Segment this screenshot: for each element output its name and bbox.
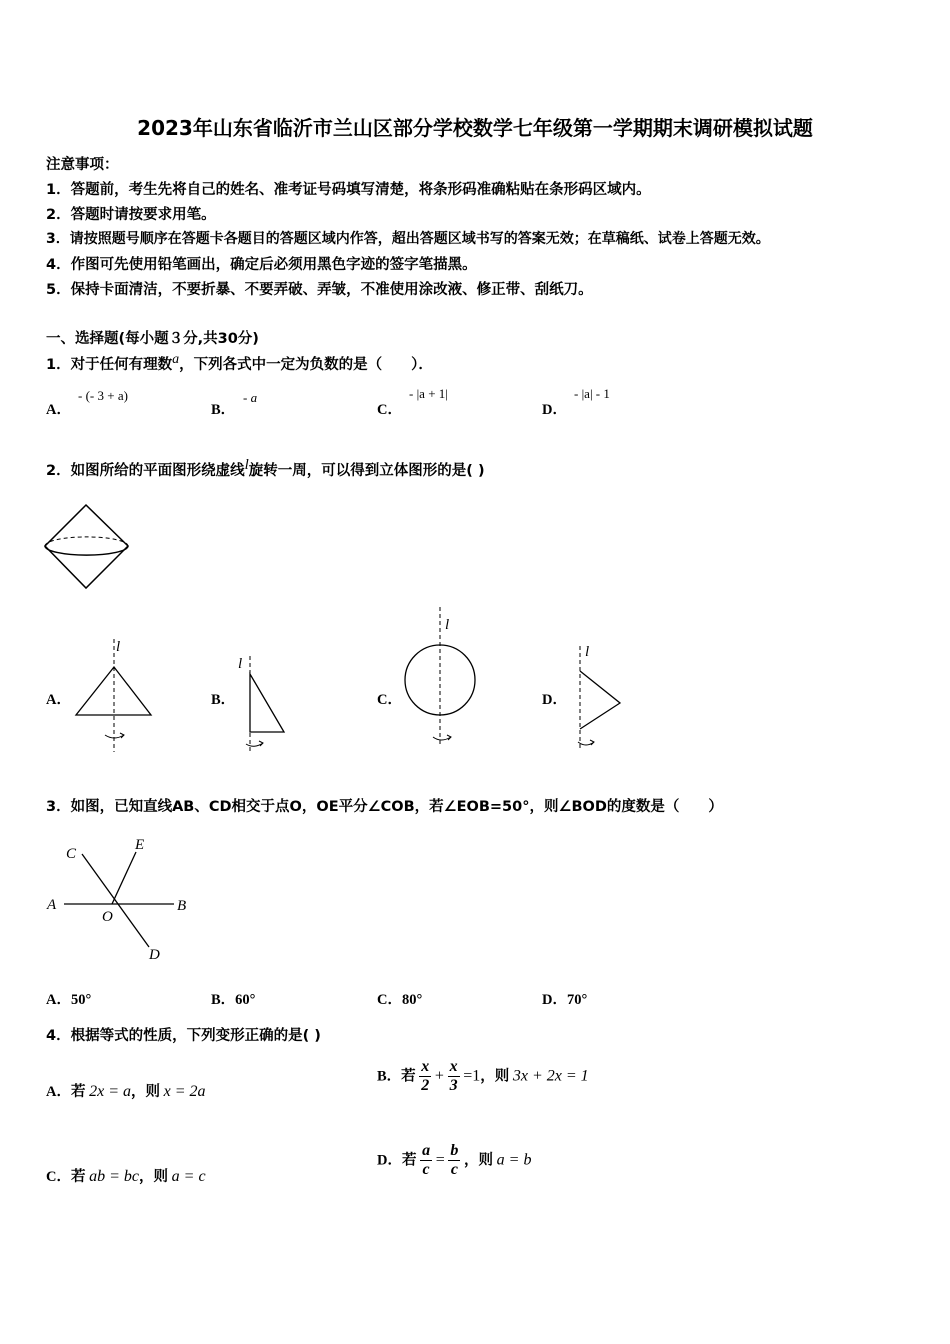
point-label-d: D — [149, 947, 160, 963]
point-label-a: A — [47, 897, 57, 913]
q1-var: a — [172, 352, 180, 367]
option-math: ab = bc — [89, 1168, 140, 1185]
option-math: a = c — [171, 1168, 206, 1185]
notice-item: 4．作图可先使用铅笔画出，确定后必须用黑色字迹的签字笔描黑。 — [46, 257, 477, 273]
q2-option-c-figure — [400, 605, 485, 750]
page-title: 2023年山东省临沂市兰山区部分学校数学七年级第一学期期末调研模拟试题 — [137, 116, 813, 140]
q3-option-d[interactable] — [542, 988, 587, 1009]
notice-item: 5．保持卡面清洁，不要折暴、不要弄破、弄皱，不准使用涂改液、修正带、刮纸刀。 — [46, 282, 593, 298]
option-math: 3x + 2x = 1 — [512, 1067, 589, 1085]
option-text: 若 — [401, 1068, 416, 1085]
option-math: x = 2a — [163, 1083, 206, 1100]
option-math: + — [434, 1067, 444, 1085]
q4-option-a[interactable] — [46, 1080, 206, 1101]
option-math: 2x = a — [89, 1083, 132, 1100]
axis-label-l: l — [445, 617, 450, 633]
option-math: = — [435, 1151, 445, 1169]
fraction: $\frac{x}{2}$ — [421, 1058, 430, 1094]
q1-stem-end: ，下列各式中一定为负数的是（ ）． — [179, 356, 433, 373]
option-value: 60° — [235, 992, 256, 1008]
fraction: $\frac{b}{c}$ — [450, 1142, 459, 1178]
q1-option-b-label[interactable]: B． — [211, 402, 236, 418]
double-cone-figure — [40, 500, 135, 595]
q1-option-a-expr: - (- 3 + a) — [78, 388, 128, 403]
q2-option-a-label[interactable]: A． — [46, 692, 71, 708]
axis-label-l: l — [585, 644, 590, 660]
q3-option-c[interactable] — [377, 988, 422, 1009]
option-text: ，则 — [131, 1084, 161, 1100]
option-text: ，则 — [464, 1152, 494, 1169]
option-label: D． — [377, 1152, 402, 1169]
q4-option-c[interactable] — [46, 1165, 206, 1186]
option-label: A． — [46, 992, 71, 1008]
q2-option-b-label[interactable]: B． — [211, 692, 236, 708]
notice-item: 3．请按照题号顺序在答题卡各题目的答题区域内作答，超出答题区域书写的答案无效；在草稿纸、试卷上答题无效。 — [46, 231, 770, 247]
q2-stem-start: 2．如图所给的平面图形绕虚线 — [46, 462, 245, 479]
question-4-stem: 4．根据等式的性质，下列变形正确的是( ) — [46, 1028, 321, 1044]
question-3-stem: 3．如图，已知直线AB、CD相交于点O，OE平分∠COB，若∠EOB=50°，则∠BOD的度数是（ ） — [46, 799, 723, 815]
notice-item: 2．答题时请按要求用笔。 — [46, 207, 216, 223]
q3-option-b[interactable] — [211, 988, 255, 1009]
option-label: B． — [377, 1068, 402, 1085]
q1-option-d-label[interactable]: D． — [542, 402, 567, 418]
option-text: ，则 — [480, 1068, 510, 1085]
q2-option-a-figure — [72, 637, 157, 757]
option-label: A． — [46, 1084, 71, 1100]
question-2-stem — [46, 457, 485, 480]
question-1-stem — [46, 352, 433, 374]
q1-option-a-label[interactable]: A． — [46, 402, 71, 418]
option-text: 若 — [70, 1084, 86, 1100]
point-label-e: E — [135, 837, 145, 853]
option-math: a = b — [496, 1151, 532, 1169]
option-value: 70° — [566, 992, 588, 1008]
q4-option-b[interactable] — [377, 1058, 589, 1095]
q1-option-d-expr: - |a| - 1 — [574, 386, 610, 401]
q3-option-a[interactable] — [46, 988, 91, 1009]
notice-heading: 注意事项： — [46, 157, 119, 173]
q2-option-c-label[interactable]: C． — [377, 692, 402, 708]
point-label-b: B — [177, 898, 187, 914]
q2-stem-end: 旋转一周，可以得到立体图形的是( ) — [248, 462, 485, 479]
option-text: 若 — [401, 1152, 417, 1169]
option-label: C． — [46, 1169, 71, 1185]
q2-option-b-figure — [236, 654, 296, 754]
q1-option-c-expr: - |a + 1| — [409, 386, 448, 401]
q3-intersecting-lines-figure — [44, 834, 204, 969]
option-value: 50° — [70, 992, 92, 1008]
option-label: B． — [211, 992, 236, 1008]
option-math: =1 — [463, 1067, 481, 1085]
q1-option-b-expr: - a — [243, 390, 258, 405]
fraction: $\frac{a}{c}$ — [422, 1142, 431, 1178]
q2-var: l — [244, 457, 249, 473]
option-value: 80° — [401, 992, 423, 1008]
point-label-c: C — [66, 846, 77, 862]
q4-option-d[interactable] — [377, 1142, 531, 1179]
fraction: $\frac{x}{3}$ — [449, 1058, 458, 1094]
q2-option-d-figure — [570, 641, 630, 753]
option-label: D． — [542, 992, 567, 1008]
axis-label-l: l — [238, 656, 243, 672]
q2-option-d-label[interactable]: D． — [542, 692, 567, 708]
option-text: ，则 — [139, 1169, 169, 1185]
option-label: C． — [377, 992, 402, 1008]
point-label-o: O — [102, 909, 113, 925]
section-heading: 一、选择题(每小题３分,共30分) — [46, 331, 259, 347]
q1-option-c-label[interactable]: C． — [377, 402, 402, 418]
axis-label-l: l — [116, 639, 121, 655]
notice-item: 1．答题前，考生先将自己的姓名、准考证号码填写清楚，将条形码准确粘贴在条形码区域内。 — [46, 182, 651, 198]
option-text: 若 — [70, 1169, 86, 1185]
q1-stem-start: 1．对于任何有理数 — [46, 356, 173, 373]
